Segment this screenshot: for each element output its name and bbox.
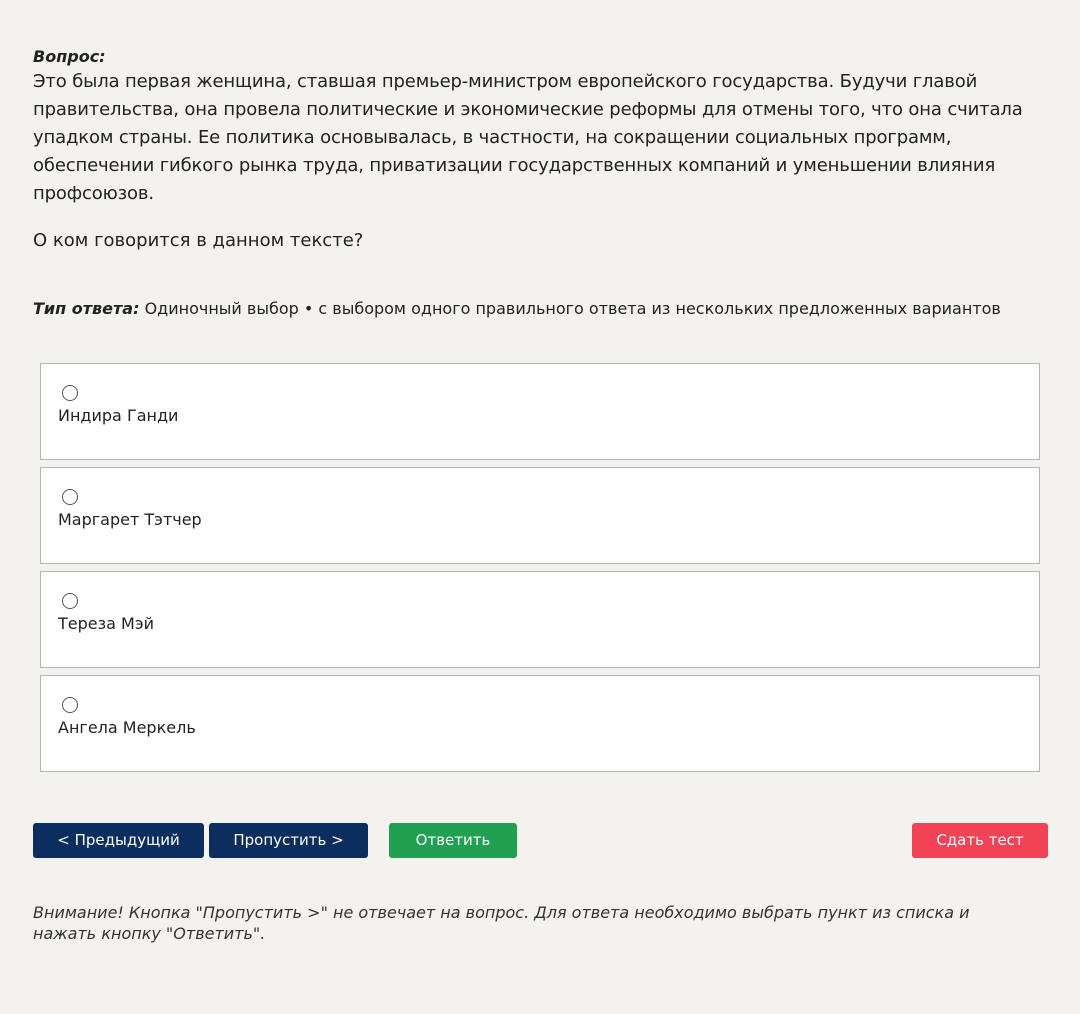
radio-button[interactable] [62,697,78,713]
notice-text: Внимание! Кнопка "Пропустить >" не отвечает на вопрос. Для ответа необходимо выбрать пункт из списка и нажать кнопку "Ответить". [33,903,970,943]
answer-options [40,363,1040,779]
skip-button[interactable]: Пропустить > [209,823,368,858]
option-angela-merkel[interactable] [40,675,1040,772]
option-label[interactable]: Маргарет Тэтчер [58,510,202,529]
option-indira-gandhi[interactable] [40,363,1040,460]
previous-button[interactable]: < Предыдущий [33,823,204,858]
option-theresa-may[interactable] [40,571,1040,668]
option-label[interactable]: Ангела Меркель [58,718,196,737]
radio-button[interactable] [62,489,78,505]
answer-type-label: Тип ответа: [33,299,140,318]
answer-type [33,298,1048,320]
radio-button[interactable] [62,593,78,609]
answer-type-value: Одиночный выбор • с выбором одного правильного ответа из нескольких предложенных вариантов [144,299,1001,318]
submit-test-button[interactable]: Сдать тест [912,823,1048,858]
question-label: Вопрос: [33,47,106,66]
question-ask: О ком говорится в данном тексте? [33,230,364,251]
option-label[interactable]: Тереза Мэй [58,614,154,633]
option-label[interactable]: Индира Ганди [58,406,179,425]
question-text: Это была первая женщина, ставшая премьер-министром европейского государства. Будучи главой правительства, она провела политические и экономические реформы для отмены того, что она считала упадком страны. Ее политика основывалась, в частности, на сокращении социальных программ, обеспечении гибкого рынка труда, приватизации государственных компаний и уменьшении влияния профсоюзов. [33,71,1023,204]
option-margaret-thatcher[interactable] [40,467,1040,564]
question-block [33,46,1048,320]
answer-button[interactable]: Ответить [389,823,517,858]
radio-button[interactable] [62,385,78,401]
